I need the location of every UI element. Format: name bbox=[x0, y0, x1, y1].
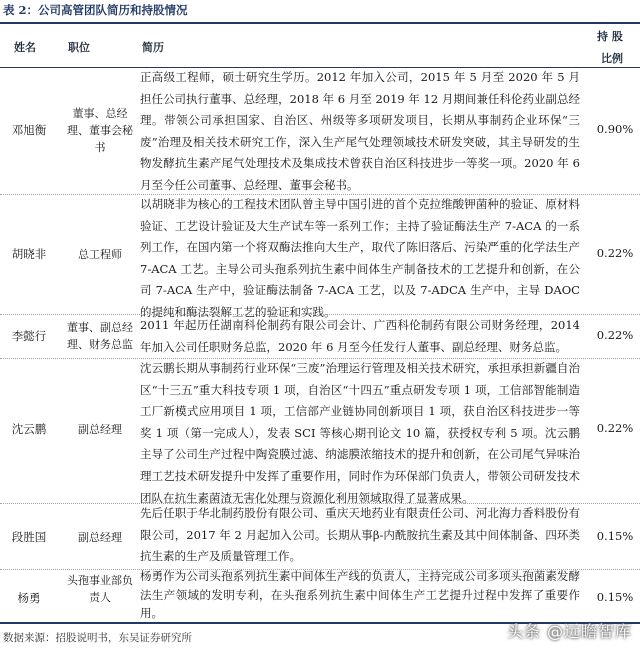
row-bio: 以胡晓非为核心的工程技术团队曾主导中国引进的首个克拉维酸钾菌种的验证、原材料验证、工艺设计验证及大生产试车等一系列工作；主持了验证酶法生产 7-ACA 的一系列工作，在国内第一个将双酶法推向大生产，取代了陈旧落后、污染严重的化学法生产 7-ACA 工艺。主导公司头孢系列抗生素中间体生产制备技术的工艺提升和创新，在公司 7-ACA 生产中，验证酶法制备 7-ACA 工艺，以及 7-ADCA 生产中，主导 DAOC 的提纯和酶法裂解工艺的验证和实践。 bbox=[140, 197, 580, 319]
row-position: 董事、总经理、董事会秘书 bbox=[67, 107, 133, 154]
header-share-1: 持 股 bbox=[597, 30, 623, 43]
table-title: 表 2：公司高管团队简历和持股情况 bbox=[3, 3, 188, 17]
row-share: 0.90% bbox=[596, 122, 634, 136]
row-bio: 正高级工程师，硕士研究生学历。2012 年加入公司，2015 年 5 月至 2020 年 5 月担任公司执行董事、总经理，2018 年 6 月至 2019 年 12 月期间兼任科伦药业副总经理。带领公司承担国家、自治区、州级等多项研发项目，长期从事制药企业环保“三废”治理及相关技术研究工作，深入生产尾气处理领域技术研发突破，其主导研发的生物发酵抗生素产尾气处理技术及集成技术曾获自治区科技进步一等奖一项。2020 年 6 月至今任公司董事、总经理、董事会秘书。 bbox=[140, 70, 580, 192]
row-position: 副总经理 bbox=[78, 423, 122, 436]
row-name: 胡晓非 bbox=[11, 247, 47, 261]
table-row bbox=[0, 503, 640, 569]
row-position: 总工程师 bbox=[78, 248, 122, 261]
row-position: 副总经理 bbox=[78, 531, 122, 544]
row-share: 0.22% bbox=[596, 421, 634, 435]
data-source: 数据来源：招股说明书，东吴证券研究所 bbox=[3, 632, 192, 644]
table-row bbox=[0, 67, 640, 194]
header-bio: 简历 bbox=[142, 41, 164, 54]
watermark: 头条 @远瞻智库 bbox=[506, 622, 632, 641]
row-bio: 沈云鹏长期从事制药行业环保“三废”治理运行管理及相关技术研究，承担承担新疆自治区“十三五”重大科技专项 1 项，自治区“十四五”重点研发专项 1 项，工信部智能制造工厂新模式应用项目 1 项，工信部产业链协同创新项目 1 项，获自治区科技进步一等奖 1 项（第一完成人），发表 SCI 等核心期刊论文 10 篇，获授权专利 5 项。沈云鹏主导了公司生产过程中陶瓷膜过滤、纳滤膜浓缩技术的提升和创新，在公司尾气异味治理工艺技术研发提升中发挥了重要作用，同时作为环保部门负责人，带领公司研发技术团队在抗生素菌渣无害化处理与资源化利用领域取得了显著成果。 bbox=[140, 361, 580, 505]
row-bio: 杨勇作为公司头孢系列抗生素中间体生产线的负责人，主持完成公司多项头孢菌素发酵法生产领域的发明专利，在头孢系列抗生素中间体生产工艺提升过程中发挥了重要作用。 bbox=[140, 569, 580, 620]
row-bio: 先后任职于华北制药股份有限公司、重庆天地药业有限责任公司、河北海力香料股份有限公司，2017 年 2 月起加入公司。长期从事β-内酰胺抗生素及其中间体制备、四环类抗生素的生产及质量管理工作。 bbox=[140, 506, 580, 564]
table-row bbox=[0, 569, 640, 622]
row-name: 李懿行 bbox=[11, 329, 47, 343]
table-header bbox=[0, 24, 640, 67]
header-name: 姓名 bbox=[14, 41, 36, 54]
row-share: 0.22% bbox=[596, 246, 634, 260]
row-share: 0.22% bbox=[596, 328, 634, 342]
table-row bbox=[0, 314, 640, 358]
row-name: 邓旭衡 bbox=[11, 123, 47, 137]
row-share: 0.15% bbox=[596, 529, 634, 543]
row-position: 头孢事业部负责人 bbox=[67, 574, 133, 604]
row-name: 段胜国 bbox=[11, 530, 47, 544]
header-position: 职位 bbox=[68, 41, 90, 54]
row-name: 杨勇 bbox=[17, 591, 41, 605]
row-position: 董事、副总经理、财务总监 bbox=[67, 321, 133, 351]
row-bio: 2011 年起历任湖南科伦制药有限公司会计、广西科伦制药有限公司财务经理，2014 年加入公司任职财务总监，2020 年 6 月至今任发行人董事、副总经理、财务总监。 bbox=[140, 318, 580, 354]
table-row bbox=[0, 358, 640, 503]
row-share: 0.15% bbox=[596, 590, 634, 604]
row-name: 沈云鹏 bbox=[11, 422, 47, 436]
header-share-2: 比例 bbox=[601, 52, 623, 65]
table-row bbox=[0, 194, 640, 319]
